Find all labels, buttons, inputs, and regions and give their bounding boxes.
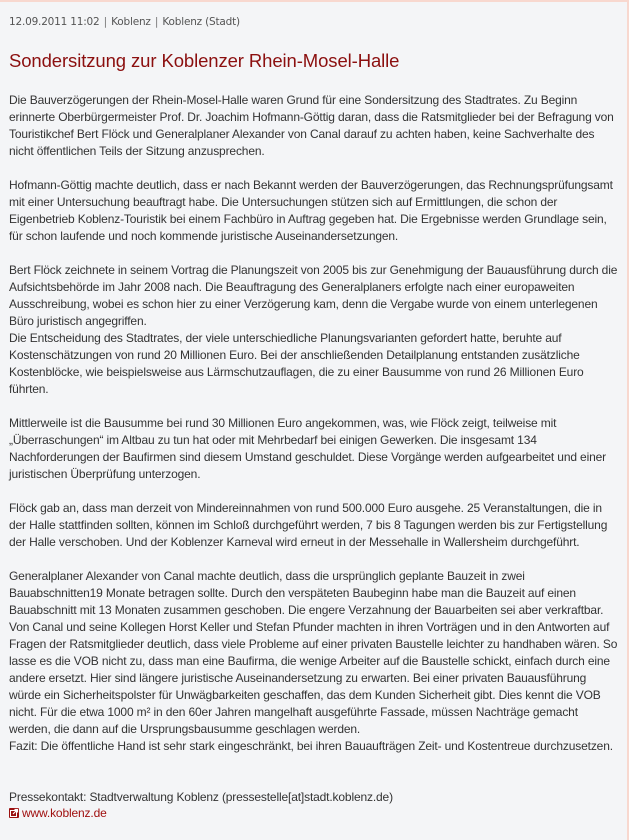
paragraph: Die Entscheidung des Stadtrates, der viele unterschiedliche Planungsvarianten gefordert hatte, beruhte auf Kostenschätzungen von rund 20 Millionen Euro. Bei der anschließenden Detailplanung entstanden zusätzliche Kostenblöcke, wie beispielsweise aus Lärmschutzauflagen, die zu einer Bausumme von rund 26 Millionen Euro führten. (9, 331, 584, 396)
paragraph: Generalplaner Alexander von Canal machte deutlich, dass die ursprünglich geplante Bauzeit in zwei Bauabschnitten19 Monate betragen sollte. Durch den verspäteten Baubeginn habe man die Bauzeit auf einen Bauabschnitt mit 13 Monaten zusammen geschoben. Die engere Verzahnung der Bauarbeiten sei aber verkraftbar. Von Canal und seine Kollegen Horst Keller und Stefan Pfunder machten in ihren Vorträgen und in den Antworten auf Fragen der Ratsmitglieder deutlich, dass viele Probleme auf einer privaten Baustelle leichter zu handhaben wären. So lasse es die VOB nicht zu, dass man eine Baufirma, die wenige Arbeiter auf die Baustelle schickt, einfach durch eine andere ersetzt. Hier sind längere juristische Auseinandersetzung zu erwarten. Bei einer privaten Bauausführung würde ein Sicherheitspolster für Unwägbarkeiten geschaffen, das dem Kunden Sicherheit gibt. Dies kennt die VOB nicht. Für die etwa 1000 m² in den 60er Jahren mangelhaft ausgeführte Fassade, müssen Nachträge gemacht werden, die dann auf die Ursprungsbausumme geschlagen werden. (9, 569, 618, 736)
article-datetime: 12.09.2011 11:02 (9, 16, 100, 28)
article-title: Sondersitzung zur Koblenzer Rhein-Mosel-Halle (9, 50, 400, 71)
meta-separator: | (103, 16, 107, 28)
paragraph: Bert Flöck zeichnete in seinem Vortrag die Planungszeit von 2005 bis zur Genehmigung der Bauausführung durch die Aufsichtsbehörde im Jahr 2008 nach. Die Beauftragung des Generalplaners erfolgte nach einer europaweiten Ausschreibung, wobei es schon hier zu einer Verzögerung kam, denn die Vergabe wurde von einem unterlegenen Büro juristisch angegriffen. (9, 263, 618, 328)
website-link[interactable]: www.koblenz.de (22, 806, 107, 820)
article-footer (9, 789, 627, 821)
meta-separator: | (154, 16, 159, 28)
website-link-row[interactable] (9, 805, 627, 821)
press-contact: Pressekontakt: Stadtverwaltung Koblenz (pressestelle[at]stadt.koblenz.de) (9, 790, 393, 804)
paragraph: Flöck gab an, dass man derzeit von Mindereinnahmen von rund 500.000 Euro ausgehe. 25 Veranstaltungen, die in der Halle stattfinden sollten, können im Schloß durchgeführt werden, 7 bis 8 Tagungen werden bis zur Fertigstellung der Halle verschoben. Und der Koblenzer Karneval wird erneut in der Messehalle in Wallersheim durchgeführt. (9, 501, 608, 549)
paragraph: Mittlerweile ist die Bausumme bei rund 30 Millionen Euro angekommen, was, wie Flöck zeigt, teilweise mit „Überraschungen“ im Altbau zu tun hat oder mit Mehrbedarf bei einigen Gewerken. Die insgesamt 134 Nachforderungen der Baufirmen sind diesem Umstand geschuldet. Diese Vorgänge werden aufgearbeitet und einer juristischen Überprüfung unterzogen. (9, 416, 606, 481)
paragraph: Die Bauverzögerungen der Rhein-Mosel-Halle waren Grund für eine Sondersitzung des Stadtrates. Zu Beginn erinnerte Oberbürgermeister Prof. Dr. Joachim Hofmann-Göttig daran, dass die Ratsmitglieder bei der Befragung von Touristikchef Bert Flöck und Generalplaner Alexander von Canal darauf zu achten haben, keine Sachverhalte des nicht öffentlichen Teils der Sitzung anzusprechen. (9, 93, 614, 158)
external-link-icon (9, 808, 19, 818)
paragraph: Hofmann-Göttig machte deutlich, dass er nach Bekannt werden der Bauverzögerungen, das Rechnungsprüfungsamt mit einer Untersuchung beauftragt habe. Die Untersuchungen stützen sich auf Ermittlungen, die schon der Eigenbetrieb Koblenz-Touristik bei einem Fachbüro in Auftrag gegeben hat. Die Ergebnisse werden Grundlage sein, für schon laufende und noch kommende juristische Auseinandersetzungen. (9, 178, 613, 243)
article-city: Koblenz (Stadt) (162, 16, 240, 28)
article-meta (9, 14, 627, 30)
article-region: Koblenz (111, 16, 151, 28)
paragraph: Fazit: Die öffentliche Hand ist sehr stark eingeschränkt, bei ihren Bauaufträgen Zeit- und Kostentreue durchzusetzen. (9, 739, 613, 753)
article-body (9, 92, 619, 755)
